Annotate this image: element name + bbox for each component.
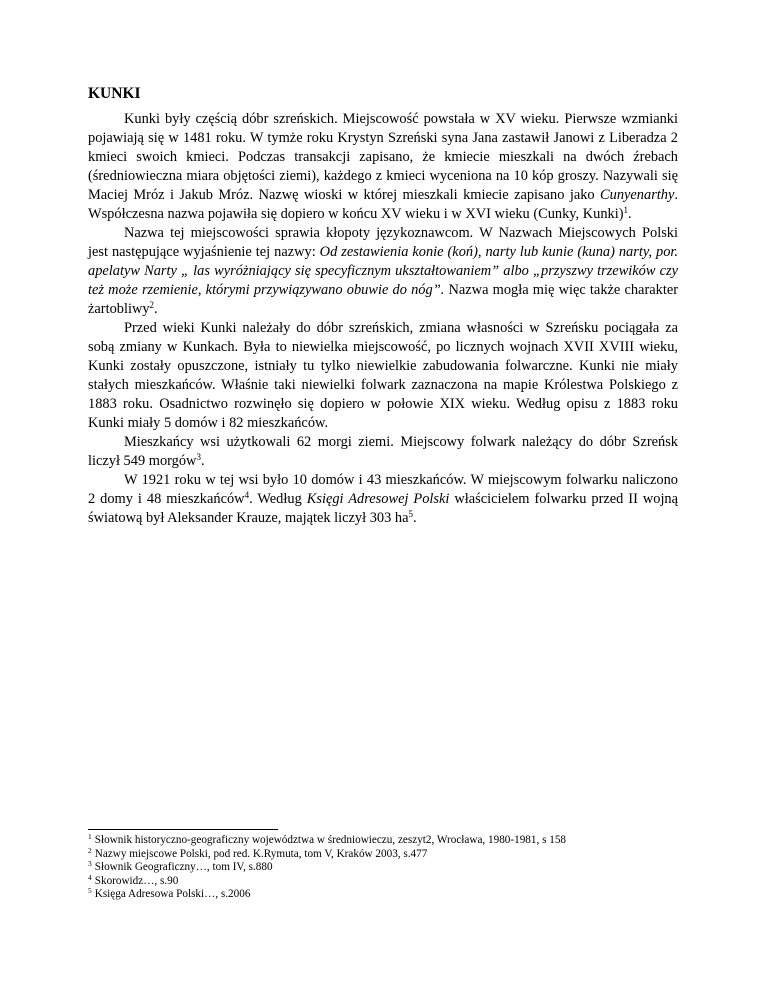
footnote-text: Nazwy miejscowe Polski, pod red. K.Rymuta, tom V, Kraków 2003, s.477 [94,847,428,860]
paragraph-4 [88,433,678,471]
footnote-5 [88,888,708,902]
footnote-4 [88,872,708,889]
footnote-ref-2[interactable]: 2 [149,300,155,310]
p4-text-c: . [200,453,205,469]
page-title: KUNKI [88,85,141,102]
footnote-text: Księga Adresowa Polski…, s.2006 [94,888,251,901]
footnote-number: 5 [88,886,92,896]
footnote-ref-5[interactable]: 5 [408,509,413,519]
p1-text-c: . [628,206,632,222]
footnote-number: 1 [88,832,92,841]
p2-text-b: Nazwa mogła mię więc także charakter żartobliwy [88,282,678,317]
p5-text-b: . Według [249,491,307,507]
footnote-2 [88,845,708,862]
p2-italic: Od zestawienia konie (koń), narty lub kunie (kuna) narty, por. apelatyw Narty „ las wyróżniający się specyficznym ukształtowaniem” albo „przyszwy trzewików czy też może rzemienie, którymi przywiązywano obuwie do nóg”. [88,244,678,298]
footnote-number: 2 [88,845,92,855]
p5-italic: Księgi Adresowej Polski [306,491,450,507]
footnote-text: Skorowidz…, s.90 [94,874,179,887]
p5-text-d: . [412,510,417,526]
p5-text-a: W 1921 roku w tej wsi było 10 domów i 43 mieszkańców. W miejscowym folwarku naliczono 2 domy i 48 mieszkańców [88,472,678,507]
footnote-separator [88,829,278,830]
paragraph-3: Przed wieki Kunki należały do dóbr szreńskich, zmiana własności w Szreńsku pociągała za sobą zmiany w Kunkach. Była to niewielka miejscowość, po licznych wojnach XVII XVIII wieku, Kunki zostały opuszczone, istniały tu tylko niewielkie zabudowania folwarczne. Kunki nie miały stałych mieszkańców. Właśnie taki niewielki folwark zaznaczona na mapie Królestwa Polskiego z 1883 roku. Osadnictwo rozwinęło się dopiero w połowie XIX wieku. Według opisu z 1883 roku Kunki miały 5 domów i 82 mieszkańców. [88,320,678,431]
p1-italic: Cunyenarthy [600,187,675,203]
footnote-text: Słownik historyczno-geograficzny województwa w średniowieczu, zeszyt2, Wrocława, 1980-1981, s 158 [94,834,567,846]
p1-text-b: . Współczesna nazwa pojawiła się dopiero w końcu XV wieku i w XVI wieku (Cunky, Kunki) [88,187,678,222]
footnote-number: 3 [88,859,92,869]
paragraph-5 [88,471,678,528]
p1-text-a: Kunki były częścią dóbr szreńskich. Miejscowość powstała w XV wieku. Pierwsze wzmianki pojawiają się w 1481 roku. W tymże roku Krystyn Szreński syna Jana zastawił Janowi z Liberadza 2 kmieci swoich kmieci. Podczas transakcji zapisano, że kmiecie mieszkali na dwóch źrebach (średniowieczna miara objętości ziemi), każdego z kmieci wyceniona na 10 kóp groszy. Nazywali się Maciej Mróz i Jakub Mróz. Nazwę wioski w której mieszkali kmiecie zapisano jako [88,111,678,203]
p2-text-a: Nazwa tej miejscowości sprawia kłopoty językoznawcom. W Nazwach Miejscowych Polski jest następujące wyjaśnienie tej nazwy: [88,225,678,260]
footnote-number: 4 [88,872,92,882]
footnote-ref-1[interactable]: 1 [623,205,629,215]
p5-text-c: właścicielem folwarku przed II wojną światową był Aleksander Krauze, majątek liczył 303 ha [88,491,679,526]
document-body [88,84,678,528]
footnote-ref-3[interactable]: 3 [196,452,201,462]
footnote-3 [88,861,708,875]
footnote-ref-4[interactable]: 4 [244,490,250,500]
paragraph-2 [88,224,678,319]
p4-text-a: Mieszkańcy wsi użytkowali 62 morgi ziemi. Miejscowy folwark należący do dóbr Szreńsk liczył 549 morgów [88,434,678,469]
footnotes [88,829,708,902]
footnote-1 [88,834,708,848]
paragraph-1 [88,110,678,224]
footnote-text: Słownik Geograficzny…, tom IV, s.880 [94,861,273,874]
p2-text-c: . [154,301,158,317]
